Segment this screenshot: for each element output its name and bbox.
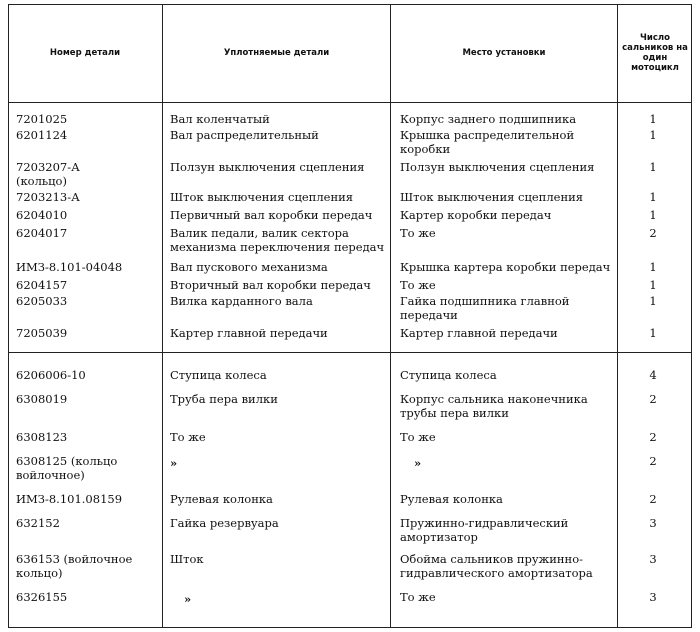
cell-location: Картер главной передачи: [400, 326, 558, 340]
cell-number: 7201025: [16, 112, 68, 126]
cell-count: 1: [649, 278, 657, 292]
cell-location: Картер коробки передач: [400, 208, 552, 222]
cell-count: 1: [649, 112, 657, 126]
table-bottom-border: [8, 627, 692, 628]
cell-number: 6326155: [16, 590, 68, 604]
cell-part: Ползун выключения сцепления: [170, 160, 365, 174]
cell-count: 4: [649, 368, 657, 382]
cell-count: 3: [649, 590, 657, 604]
cell-part: Гайка резервуара: [170, 516, 279, 530]
cell-location: Крышка картера коробки передач: [400, 260, 611, 274]
cell-part: Рулевая колонка: [170, 492, 273, 506]
cell-count: 1: [649, 294, 657, 308]
cell-count: 2: [649, 454, 657, 468]
cell-count: 1: [649, 128, 657, 142]
header-count: Число сальников на один мотоцикл: [622, 33, 688, 73]
cell-count: 1: [649, 190, 657, 204]
cell-location: Шток выключения сцепления: [400, 190, 584, 204]
section-divider: [8, 352, 692, 353]
cell-number: 6308125 (кольцо войлочное): [16, 454, 118, 482]
cell-count: 1: [649, 160, 657, 174]
cell-part: Вал распределительный: [170, 128, 319, 142]
cell-location: Рулевая колонка: [400, 492, 503, 506]
col-border-right: [691, 4, 692, 628]
cell-count: 2: [649, 392, 657, 406]
cell-number: 6308123: [16, 430, 68, 444]
cell-location: Корпус сальника наконечника трубы пера вилки: [400, 392, 588, 420]
cell-count: 1: [649, 326, 657, 340]
cell-location: Обойма сальников пружинно-гидравлического амортизатора: [400, 552, 593, 580]
cell-location: Пружинно-гидравлический амортизатор: [400, 516, 569, 544]
cell-number: 6308019: [16, 392, 68, 406]
cell-count: 2: [649, 492, 657, 506]
cell-number: 6204010: [16, 208, 68, 222]
cell-number: 6204157: [16, 278, 68, 292]
cell-part: »: [184, 592, 192, 606]
cell-number: 636153 (войлочное кольцо): [16, 552, 133, 580]
cell-location: То же: [400, 590, 436, 604]
cell-number: 7205039: [16, 326, 68, 340]
cell-location: То же: [400, 226, 436, 240]
cell-part: Вал пускового механизма: [170, 260, 328, 274]
cell-location: Гайка подшипника главной передачи: [400, 294, 570, 322]
cell-number: ИМЗ-8.101-04048: [16, 260, 123, 274]
cell-part: Вторичный вал коробки передач: [170, 278, 371, 292]
cell-number: 7203207-А (кольцо): [16, 160, 80, 188]
cell-number: 6204017: [16, 226, 68, 240]
cell-location: Ступица колеса: [400, 368, 497, 382]
cell-location: То же: [400, 278, 436, 292]
cell-count: 2: [649, 430, 657, 444]
cell-part: Шток: [170, 552, 204, 566]
parts-table: [8, 4, 692, 628]
cell-number: 632152: [16, 516, 60, 530]
cell-part: То же: [170, 430, 206, 444]
cell-count: 1: [649, 260, 657, 274]
cell-part: Вал коленчатый: [170, 112, 270, 126]
header-divider: [8, 102, 692, 103]
cell-part: Труба пера вилки: [170, 392, 278, 406]
cell-part: Валик педали, валик сектора механизма переключения передач: [170, 226, 385, 254]
cell-part: Шток выключения сцепления: [170, 190, 354, 204]
cell-location: »: [414, 456, 422, 470]
cell-part: Картер главной передачи: [170, 326, 328, 340]
cell-location: То же: [400, 430, 436, 444]
cell-number: ИМЗ-8.101.08159: [16, 492, 123, 506]
cell-count: 3: [649, 552, 657, 566]
header-parts: Уплотняемые детали: [223, 48, 330, 58]
cell-part: Вилка карданного вала: [170, 294, 313, 308]
cell-location: Корпус заднего подшипника: [400, 112, 577, 126]
cell-location: Крышка распределительной коробки: [400, 128, 575, 156]
cell-part: Ступица колеса: [170, 368, 267, 382]
cell-part: Первичный вал коробки передач: [170, 208, 373, 222]
cell-number: 6201124: [16, 128, 68, 142]
header-location: Место установки: [462, 48, 546, 58]
cell-part: »: [170, 456, 178, 470]
header-number: Номер детали: [49, 48, 121, 58]
cell-number: 6205033: [16, 294, 68, 308]
cell-count: 1: [649, 208, 657, 222]
cell-number: 7203213-А: [16, 190, 80, 204]
cell-location: Ползун выключения сцепления: [400, 160, 595, 174]
cell-count: 2: [649, 226, 657, 240]
cell-count: 3: [649, 516, 657, 530]
cell-number: 6206006-10: [16, 368, 86, 382]
